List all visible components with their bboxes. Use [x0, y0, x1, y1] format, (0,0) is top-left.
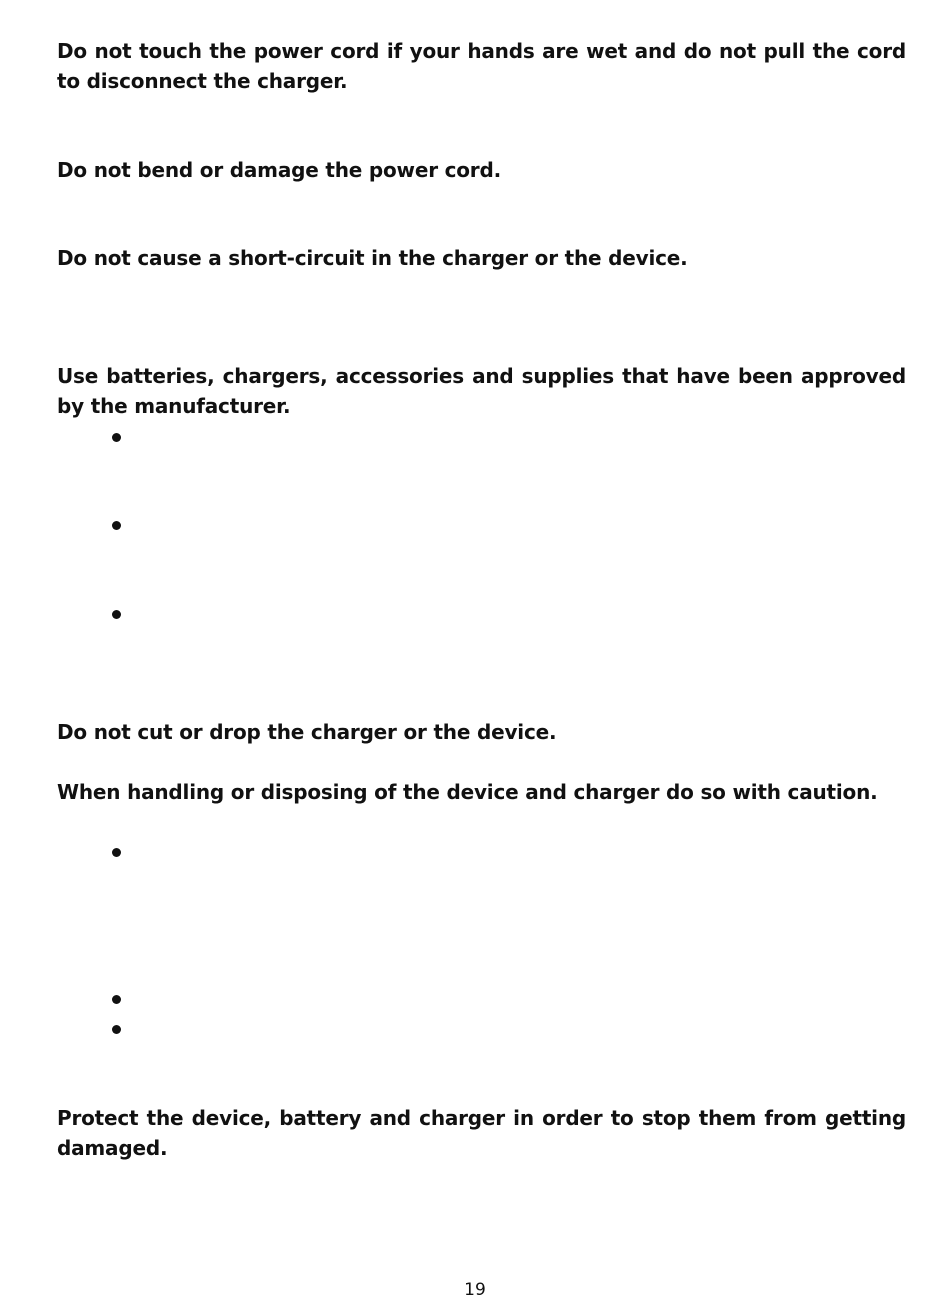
- page-number: 19: [464, 1280, 486, 1300]
- warning-handling-disposal: When handling or disposing of the device and charger do so with caution.: [57, 780, 878, 804]
- bullet-point: [112, 610, 121, 619]
- warning-short-circuit: Do not cause a short-circuit in the charger or the device.: [57, 246, 688, 270]
- bullet-point: [112, 1025, 121, 1034]
- warning-wet-hands: Do not touch the power cord if your hands are wet and do not pull the cord to disconnect the charger.: [57, 39, 906, 93]
- warning-bend-cord: Do not bend or damage the power cord.: [57, 158, 501, 182]
- bullet-point: [112, 995, 121, 1004]
- bullet-point: [112, 848, 121, 857]
- bullet-point: [112, 521, 121, 530]
- warning-protect-device: Protect the device, battery and charger in order to stop them from getting damaged.: [57, 1106, 906, 1160]
- bullet-point: [112, 433, 121, 442]
- warning-cut-drop: Do not cut or drop the charger or the device.: [57, 720, 557, 744]
- warning-approved-accessories: Use batteries, chargers, accessories and supplies that have been approved by the manufacturer.: [57, 364, 906, 418]
